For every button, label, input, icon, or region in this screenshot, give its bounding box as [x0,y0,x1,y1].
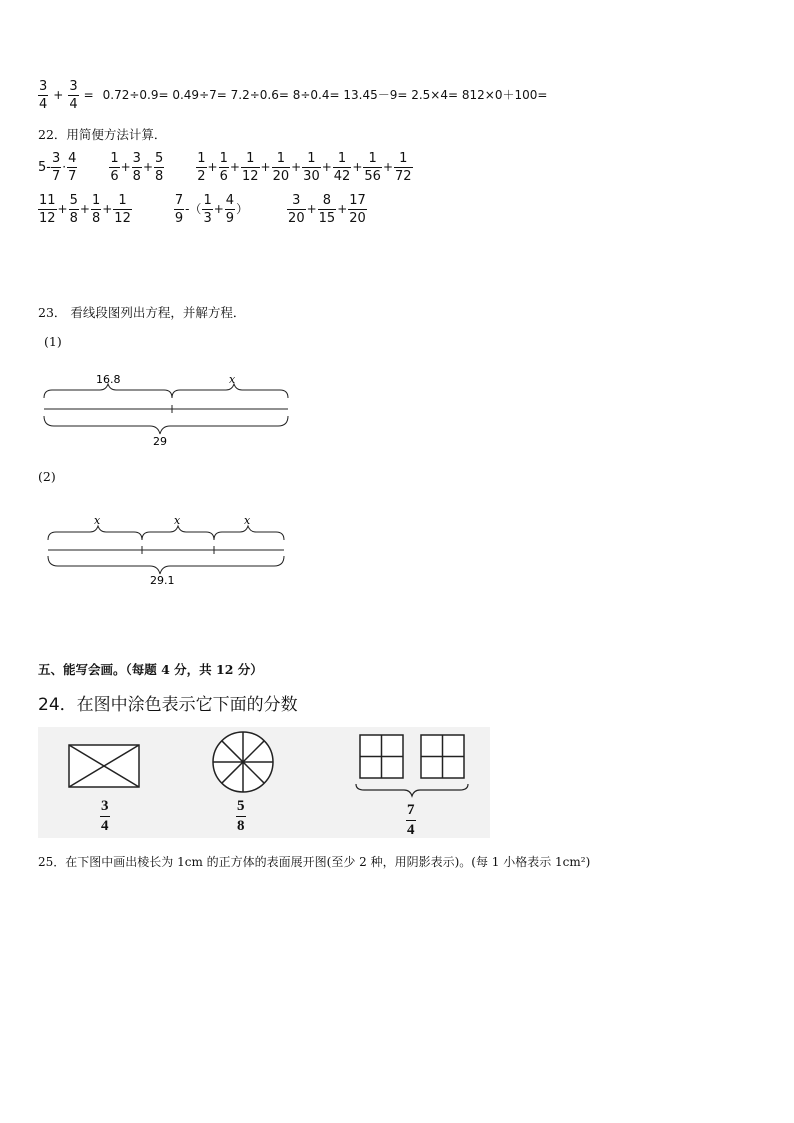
q25-title: 25．在下图中画出棱长为 1cm 的正方体的表面展开图(至少 2 种，用阴影表示)。(每 1 小格表示 1cm²) [38,855,591,869]
fraction: $\frac{3}{4}$ [69,79,78,112]
label-x: x [244,514,251,527]
label-29: 29 [153,435,167,448]
brace-top-right [172,384,288,398]
fraction: $\frac{1}{72}$ [395,151,412,184]
brace-under-squares [356,784,468,796]
fraction: $\frac{4}{9}$ [225,193,235,226]
fraction: $\frac{17}{20}$ [349,193,366,226]
section-title: 五、能写会画。（每题 4 分，共 12 分） [38,662,263,677]
brace-top-1 [48,526,142,540]
fraction: $\frac{3}{8}$ [132,151,141,184]
fraction: $\frac{1}{6}$ [110,151,119,184]
fraction: $\frac{1}{6}$ [219,151,228,184]
fraction-3-4: $\frac{3}{4}$ [101,798,109,834]
q22-title: 22．用简便方法计算． [38,127,167,142]
segment-diagram-2 [44,512,289,592]
arith-expressions: 0.72÷0.9= 0.49÷7= 7.2÷0.6= 8÷0.4= 13.45－9= 2.5×4= 812×0＋100= [102,88,548,102]
q24-figure-panel [38,727,490,838]
label-x: x [174,514,181,527]
fraction: $\frac{8}{15}$ [318,193,336,226]
q23-part2-label: (2) [38,469,56,484]
fraction: $\frac{1}{56}$ [364,151,381,184]
fraction: $\frac{1}{8}$ [91,193,101,226]
fraction-5-8: $\frac{5}{8}$ [237,798,245,834]
fraction-7-4: $\frac{7}{4}$ [407,802,415,838]
fraction: $\frac{5}{8}$ [155,151,164,184]
q22-row1: 5- $\frac{3}{7}$ · $\frac{4}{7}$ $\frac{1}{6}$ + $\frac{3}{8}$ + $\frac{5}{8}$ $\frac{1}{2}$ + $\frac{1}{6}$ + $\frac{1}{12}$ + $\frac{1}{20}$ + $\frac{1}{30}$ + $\frac{1}{42}$ + $\frac{1}{56}$ + $\frac{1}{72}$ [38,151,412,184]
brace-bottom [44,416,288,434]
segment-diagram-1 [38,372,293,452]
label-16-8: 16.8 [96,373,121,386]
fraction: $\frac{1}{12}$ [241,151,259,184]
fraction: $\frac{1}{2}$ [197,151,206,184]
arith-line: $\frac{3}{4}$ + $\frac{3}{4}$ = 0.72÷0.9= 0.49÷7= 7.2÷0.6= 8÷0.4= 13.45－9= 2.5×4= 812×0＋100= [39,79,548,112]
q22-row2: $\frac{11}{12}$ + $\frac{5}{8}$ + $\frac{1}{8}$ + $\frac{1}{12}$ $\frac{7}{9}$ -（ $\frac{1}{3}$ + $\frac{4}{9}$ ） $\frac{3}{20}$ + $\frac{8}{15}$ + $\frac{17}{20}$ [39,193,366,226]
fraction: $\frac{1}{12}$ [114,193,131,226]
q24-title: 24．在图中涂色表示它下面的分数 [38,695,298,715]
fraction: $\frac{1}{3}$ [203,193,212,226]
fraction: $\frac{3}{20}$ [288,193,305,226]
brace-top-3 [214,526,284,540]
brace-top-left [44,384,172,398]
q23-title: 23． 看线段图列出方程，并解方程． [38,305,246,320]
label-x: x [94,514,101,527]
fraction: $\frac{4}{7}$ [68,151,77,184]
label-x: x [229,373,236,386]
fraction: $\frac{1}{42}$ [333,151,351,184]
fraction: $\frac{5}{8}$ [69,193,78,226]
brace-top-2 [142,526,214,540]
fraction: $\frac{1}{30}$ [303,151,320,184]
brace-bottom [48,556,284,574]
fraction: $\frac{3}{7}$ [51,151,61,184]
fraction: $\frac{3}{4}$ [39,79,48,112]
fraction: $\frac{11}{12}$ [39,193,56,226]
q23-part1-label: (1) [44,334,62,349]
label-29-1: 29.1 [150,574,175,587]
fraction: $\frac{1}{20}$ [272,151,290,184]
fraction: $\frac{7}{9}$ [174,193,184,226]
